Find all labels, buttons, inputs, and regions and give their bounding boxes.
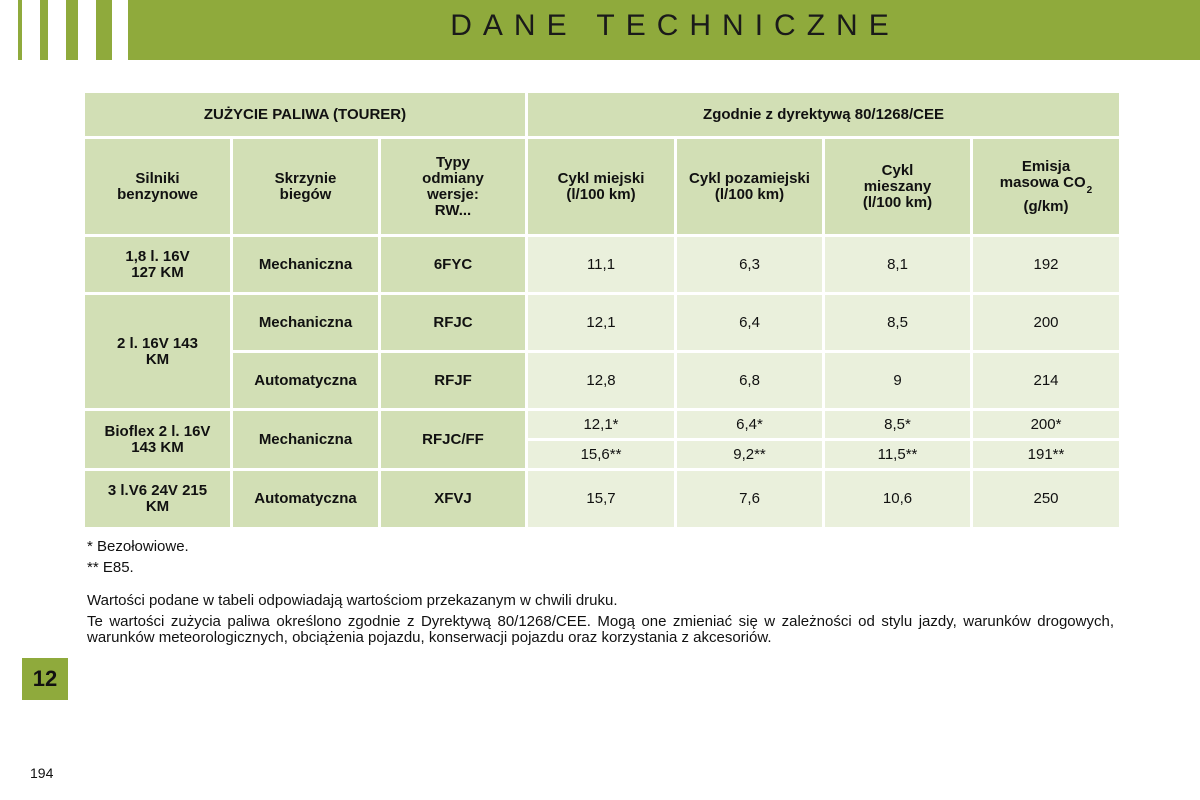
extra-urban-cell: 6,4 <box>677 295 822 350</box>
type-cell: RFJC <box>381 295 525 350</box>
col-header-extra-urban: Cykl pozamiejski (l/100 km) <box>677 139 822 234</box>
co2-cell: 200* <box>973 411 1119 438</box>
type-cell: RFJC/FF <box>381 411 525 468</box>
combined-cell: 8,1 <box>825 237 970 292</box>
extra-urban-cell: 7,6 <box>677 471 822 527</box>
emission-co2: masowa $CO_2$ <box>999 173 1093 196</box>
engine-cell: 3 l.V6 24V 215 KM <box>85 471 230 527</box>
col-header-gearbox: Skrzynie biegów <box>233 139 378 234</box>
footnote-unleaded: * Bezołowiowe. <box>87 538 189 555</box>
combined-cell: 11,5** <box>825 441 970 468</box>
page-title: DANE TECHNICZNE <box>450 9 900 42</box>
note-paragraph-1: Wartości podane w tabeli odpowiadają wartościom przekazanym w chwili druku. <box>87 592 618 609</box>
gearbox-cell: Mechaniczna <box>233 237 378 292</box>
col-header-urban: Cykl miejski (l/100 km) <box>528 139 674 234</box>
combined-cell: 8,5* <box>825 411 970 438</box>
col-header-types: Typy odmiany wersje: RW... <box>381 139 525 234</box>
engine-cell: 1,8 l. 16V 127 KM <box>85 237 230 292</box>
chapter-tab: 12 <box>22 658 68 700</box>
page-number: 194 <box>30 765 54 781</box>
urban-cell: 12,1* <box>528 411 674 438</box>
extra-urban-cell: 6,4* <box>677 411 822 438</box>
col-header-emission <box>973 139 1119 234</box>
urban-cell: 11,1 <box>528 237 674 292</box>
co2-cell: 250 <box>973 471 1119 527</box>
co2-subscript: 2 <box>1086 184 1093 196</box>
type-cell: XFVJ <box>381 471 525 527</box>
emission-label: Emisja <box>1021 157 1071 175</box>
combined-cell: 9 <box>825 353 970 408</box>
engine-cell: Bioflex 2 l. 16V 143 KM <box>85 411 230 468</box>
gearbox-cell: Automatyczna <box>233 353 378 408</box>
extra-urban-cell: 6,8 <box>677 353 822 408</box>
co2-cell: 191** <box>973 441 1119 468</box>
footnote-e85: ** E85. <box>87 559 134 576</box>
co2-cell: 192 <box>973 237 1119 292</box>
urban-cell: 15,7 <box>528 471 674 527</box>
header-stripes <box>0 0 150 60</box>
gearbox-cell: Automatyczna <box>233 471 378 527</box>
type-cell: RFJF <box>381 353 525 408</box>
co2-cell: 214 <box>973 353 1119 408</box>
type-cell: 6FYC <box>381 237 525 292</box>
col-header-engines: Silniki benzynowe <box>85 139 230 234</box>
table-title-right: Zgodnie z dyrektywą 80/1268/CEE <box>528 93 1119 136</box>
extra-urban-cell: 9,2** <box>677 441 822 468</box>
engine-cell: 2 l. 16V 143 KM <box>85 295 230 408</box>
gearbox-cell: Mechaniczna <box>233 411 378 468</box>
gearbox-cell: Mechaniczna <box>233 295 378 350</box>
combined-cell: 10,6 <box>825 471 970 527</box>
col-header-combined: Cykl mieszany (l/100 km) <box>825 139 970 234</box>
note-paragraph-2: Te wartości zużycia paliwa określono zgodnie z Dyrektywą 80/1268/CEE. Mogą one zmieniać się w zależności od stylu jazdy, warunków drogowych, warunków meteorologicznych, obciążenia pojazdu, konserwacji pojazdu oraz korzystania z akcesoriów. <box>87 613 1114 646</box>
combined-cell: 8,5 <box>825 295 970 350</box>
emission-unit: (g/km) <box>1023 197 1069 215</box>
extra-urban-cell: 6,3 <box>677 237 822 292</box>
urban-cell: 12,1 <box>528 295 674 350</box>
fuel-consumption-table <box>85 93 1119 527</box>
urban-cell: 12,8 <box>528 353 674 408</box>
co2-cell: 200 <box>973 295 1119 350</box>
urban-cell: 15,6** <box>528 441 674 468</box>
table-title-left: ZUŻYCIE PALIWA (TOURER) <box>85 93 525 136</box>
